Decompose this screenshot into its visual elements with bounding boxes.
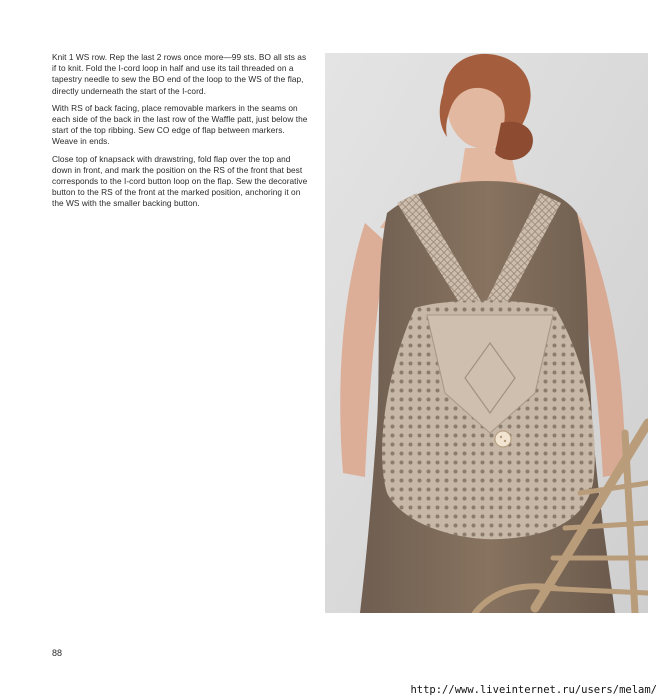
wooden-button: [495, 431, 511, 447]
instruction-paragraph-3: Close top of knapsack with drawstring, fold flap over the top and down in front, and mark the position on the RS of the front that best corresponds to the I-cord button loop on the flap. Sew the decorative button to the RS of the front at the marked position, anchoring it on the WS with the smaller backing button.: [52, 153, 308, 209]
instructions-text: [52, 52, 308, 216]
source-watermark: http://www.liveinternet.ru/users/melam/: [410, 684, 657, 696]
page-number: 88: [52, 648, 63, 658]
instruction-paragraph-2: With RS of back facing, place removable markers in the seams on each side of the back in the last row of the Waffle patt, just below the start of the top ribbing. Sew CO edge of flap between markers. Weave in ends.: [52, 102, 308, 147]
instruction-paragraph-1: Knit 1 WS row. Rep the last 2 rows once more—99 sts. BO all sts as if to knit. Fold the I-cord loop in half and use its tail threaded on a tapestry needle to sew the BO end of the loop to the WS of the flap, directly underneath the start of the I-cord.: [52, 52, 307, 96]
knitted-backpack-photo: [325, 53, 648, 613]
